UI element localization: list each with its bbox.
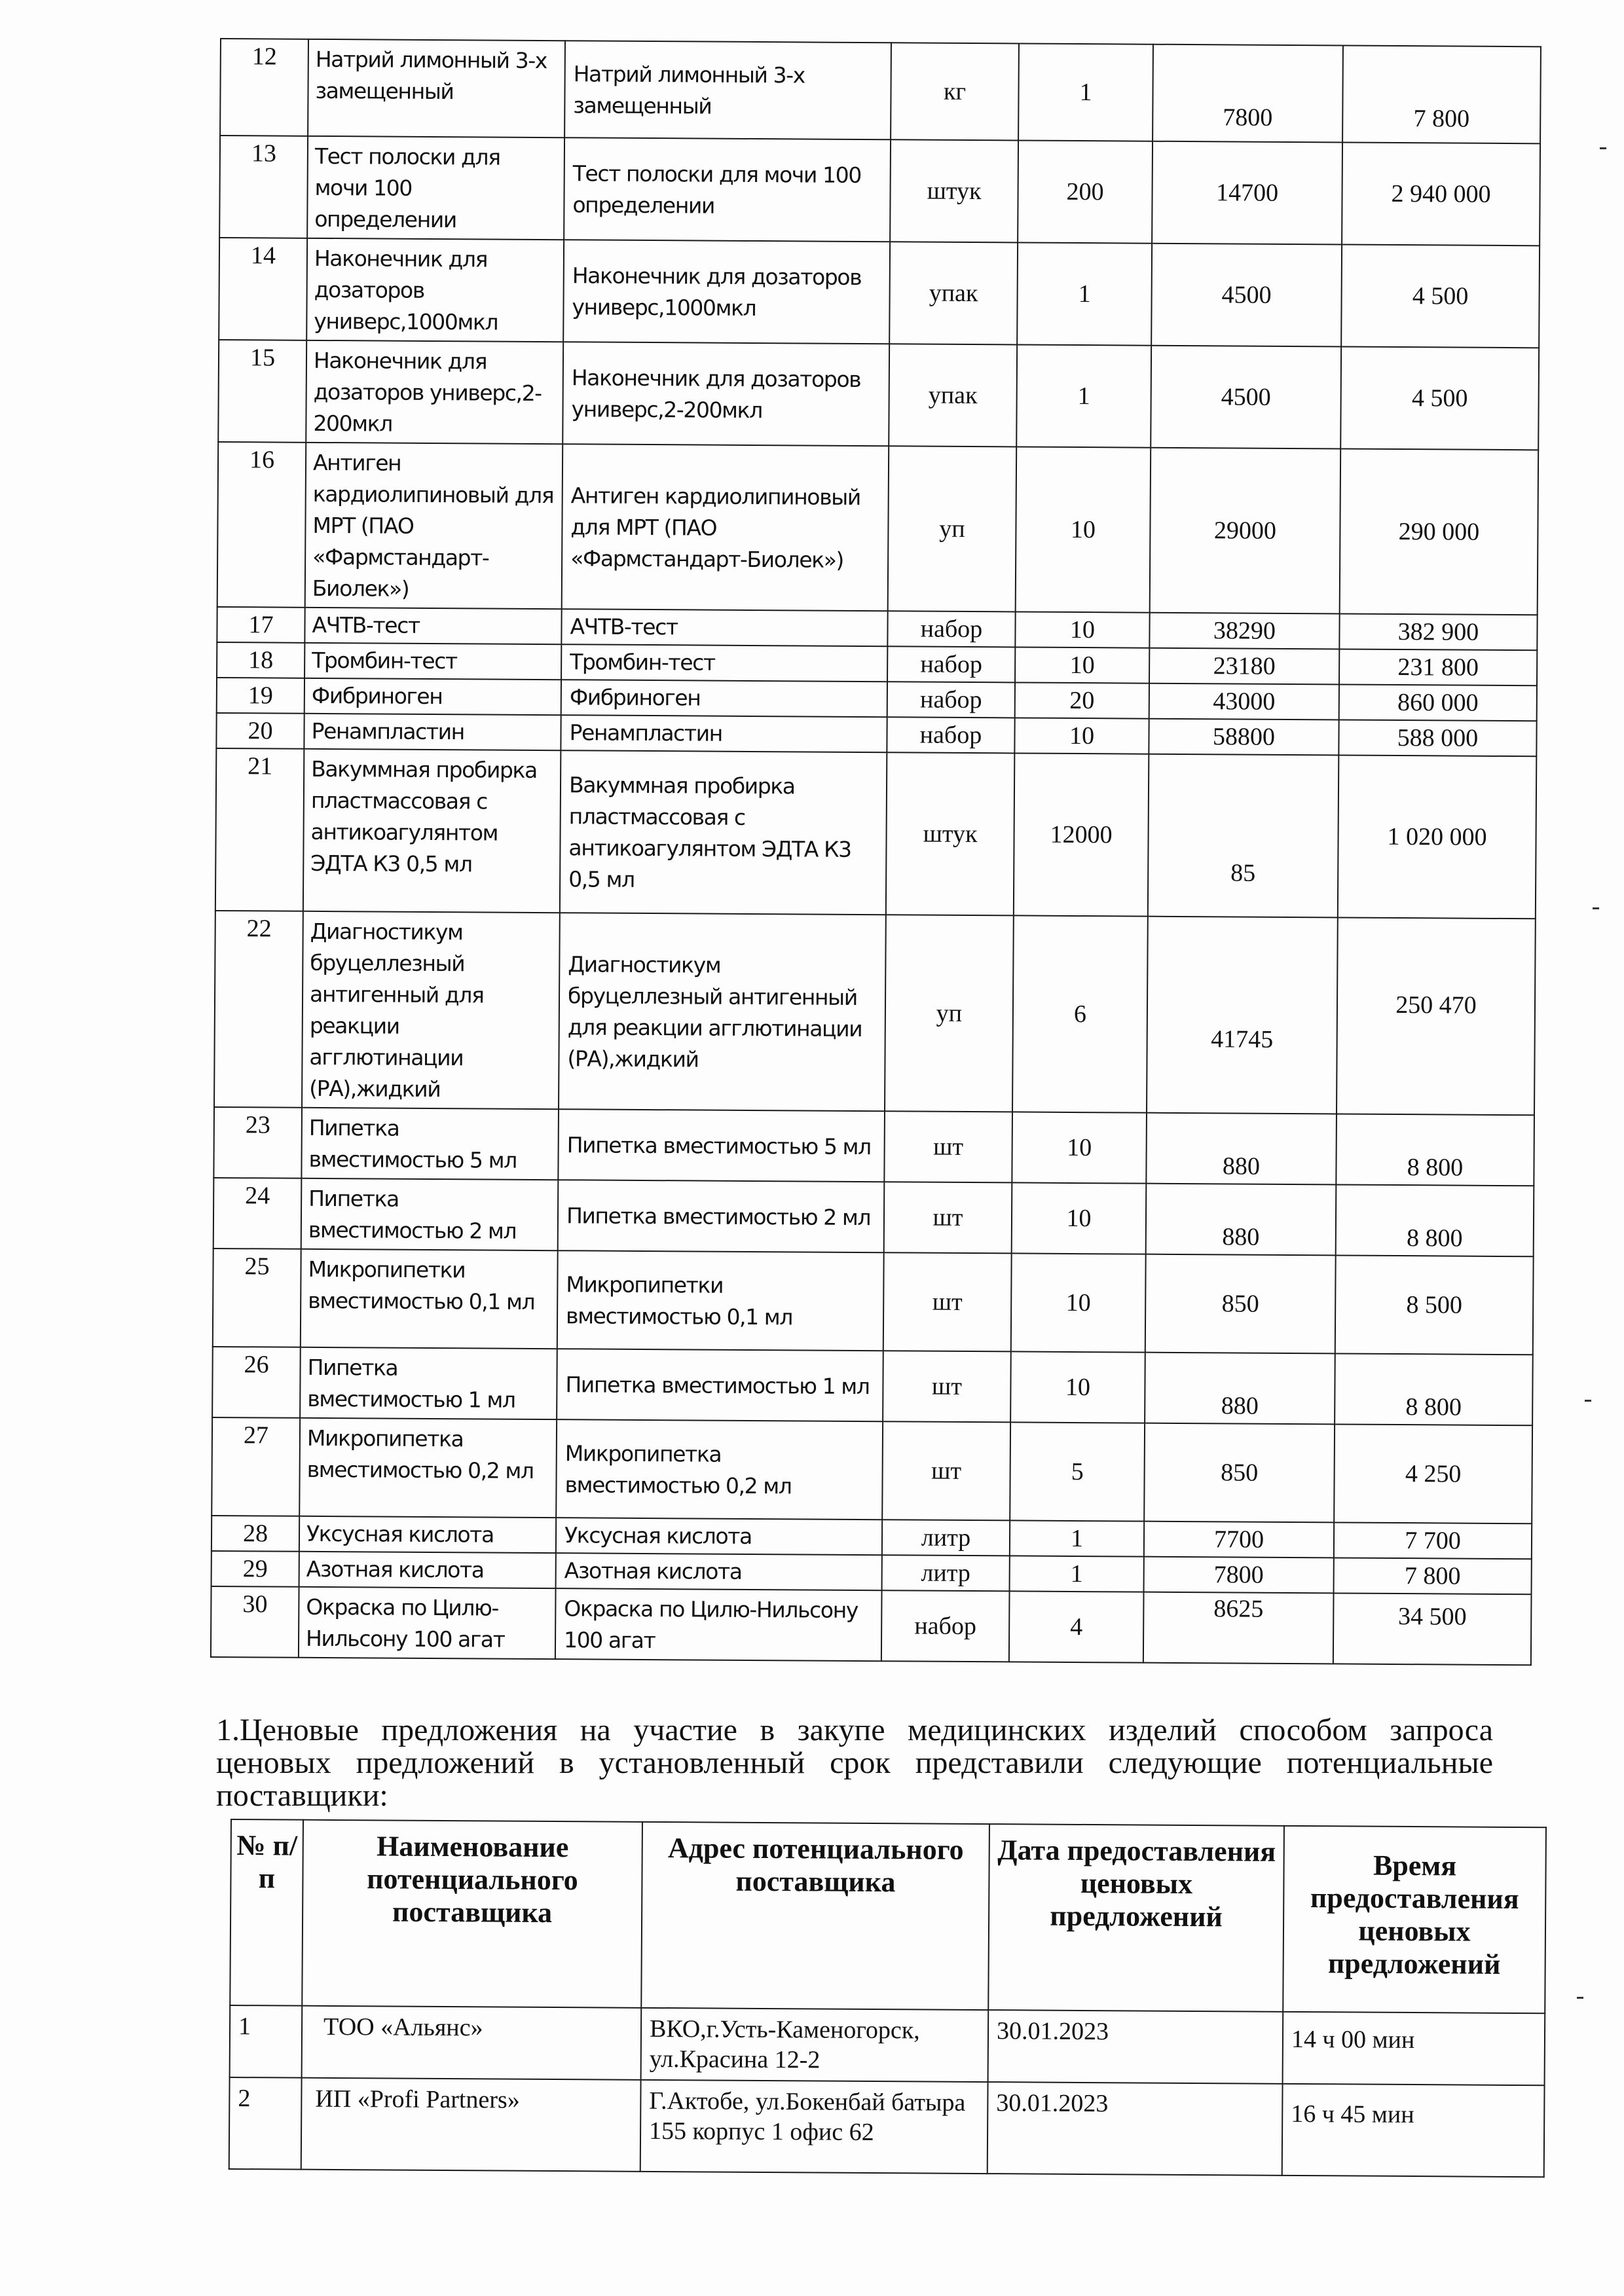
table-row <box>219 136 1540 246</box>
item-price: 850 <box>1145 1254 1336 1354</box>
item-name: АЧТВ-тест <box>304 608 561 644</box>
item-name: Тест полоски для мочи 100 определении <box>307 136 564 240</box>
supplier-number: 1 <box>230 2005 303 2078</box>
item-description: Микропипетка вместимостью 0,2 мл <box>556 1419 883 1520</box>
scan-margin-mark <box>1577 1997 1583 1999</box>
table-row <box>215 748 1536 919</box>
item-total: 2 940 000 <box>1342 142 1540 246</box>
header-supplier-address: Адрес потенциального поставщика <box>641 1822 989 2010</box>
item-name: Натрий лимонный 3-х замещенный <box>308 39 565 137</box>
item-total: 7 700 <box>1334 1522 1532 1559</box>
supplier-name: ТОО «Альянс» <box>302 2006 642 2080</box>
item-number: 21 <box>215 748 304 911</box>
item-description: Пипетка вместимостью 5 мл <box>558 1109 885 1182</box>
item-qty: 1 <box>1017 242 1152 345</box>
item-number: 29 <box>212 1551 299 1587</box>
item-total: 250 470 <box>1337 917 1536 1115</box>
item-unit: набор <box>887 611 1015 647</box>
offer-date: 30.01.2023 <box>987 2082 1283 2176</box>
item-price: 850 <box>1144 1423 1335 1523</box>
item-unit: шт <box>884 1182 1012 1253</box>
item-qty: 10 <box>1012 1112 1147 1183</box>
item-number: 25 <box>213 1248 301 1347</box>
item-total: 34 500 <box>1333 1593 1532 1665</box>
item-total: 8 800 <box>1336 1184 1534 1256</box>
item-number: 12 <box>220 39 308 136</box>
item-description: Пипетка вместимостью 2 мл <box>558 1180 885 1252</box>
header-number: № п/п <box>230 1819 303 2006</box>
item-unit: уп <box>888 446 1017 611</box>
item-number: 17 <box>217 607 304 643</box>
item-number: 24 <box>213 1178 302 1249</box>
item-unit: шт <box>882 1421 1010 1520</box>
header-offer-date: Дата предоставления ценовых предложений <box>988 1824 1284 2012</box>
item-description: Наконечник для дозаторов универс,1000мкл <box>563 240 890 344</box>
table-row <box>212 1417 1532 1523</box>
item-number: 18 <box>217 642 304 678</box>
item-qty: 6 <box>1012 915 1148 1112</box>
item-price: 14700 <box>1152 141 1342 245</box>
items-table <box>210 38 1541 1666</box>
item-unit: литр <box>882 1520 1010 1556</box>
item-number: 22 <box>214 911 303 1108</box>
item-number: 13 <box>219 136 308 238</box>
item-qty: 10 <box>1011 1253 1146 1352</box>
item-price: 880 <box>1146 1184 1337 1256</box>
item-description: Фибриноген <box>561 680 887 717</box>
item-total: 231 800 <box>1339 649 1537 685</box>
item-name: Наконечник для дозаторов универс,2-200мкл <box>306 340 563 444</box>
header-offer-time: Время предоставления ценовых предложений <box>1283 1826 1546 2013</box>
supplier-name: ИП «Profi Partners» <box>301 2078 641 2172</box>
item-number: 14 <box>219 238 307 340</box>
item-total: 382 900 <box>1339 613 1537 650</box>
item-description: Ренампластин <box>561 715 887 752</box>
item-description: Диагностикум бруцеллезный антигенный для реакции агглютинации (РА),жидкий <box>559 913 886 1111</box>
item-price: 38290 <box>1149 613 1339 649</box>
item-unit: штук <box>890 139 1018 242</box>
item-unit: литр <box>882 1555 1010 1591</box>
item-unit: кг <box>891 43 1019 140</box>
supplier-address: ВКО,г.Усть-Каменогорск, ул.Красина 12-2 <box>641 2008 989 2082</box>
item-name: Антиген кардиолипиновый для МРТ (ПАО «Фармстандарт-Биолек») <box>305 443 563 609</box>
item-qty: 1 <box>1010 1520 1144 1556</box>
item-total: 1 020 000 <box>1338 755 1537 919</box>
item-price: 880 <box>1146 1113 1337 1185</box>
item-price: 880 <box>1145 1353 1335 1425</box>
supplier-address: Г.Актобе, ул.Бокенбай батыра 155 корпус 1 офис 62 <box>640 2080 988 2174</box>
table-row <box>211 1586 1532 1665</box>
item-qty: 10 <box>1012 1182 1147 1254</box>
item-qty: 10 <box>1014 718 1149 754</box>
item-name: Вакуммная пробирка пластмассовая с антикоагулянтом ЭДТА К3 0,5 мл <box>303 749 561 913</box>
table-row <box>230 2005 1545 2085</box>
item-name: Уксусная кислота <box>299 1516 556 1553</box>
item-qty: 5 <box>1010 1422 1145 1521</box>
item-description: АЧТВ-тест <box>561 609 887 646</box>
item-name: Микропипетки вместимостью 0,1 мл <box>301 1249 558 1349</box>
item-qty: 20 <box>1015 682 1149 718</box>
item-qty: 10 <box>1015 611 1149 647</box>
supplier-number: 2 <box>229 2077 302 2170</box>
item-name: Окраска по Цилю-Нильсону 100 агат <box>299 1587 556 1659</box>
item-unit: упак <box>889 242 1018 344</box>
item-price: 7800 <box>1144 1557 1334 1594</box>
item-total: 8 500 <box>1335 1255 1534 1355</box>
item-description: Натрий лимонный 3-х замещенный <box>564 41 891 139</box>
table-row <box>214 911 1536 1115</box>
item-description: Микропипетки вместимостью 0,1 мл <box>557 1250 884 1351</box>
item-price: 58800 <box>1149 719 1338 756</box>
item-price: 29000 <box>1150 448 1341 614</box>
item-total: 4 500 <box>1340 346 1539 450</box>
item-description: Вакуммная пробирка пластмассовая с антикоагулянтом ЭДТА К3 0,5 мл <box>560 750 887 915</box>
item-total: 8 800 <box>1335 1353 1533 1425</box>
item-number: 30 <box>211 1586 299 1658</box>
table-row <box>219 238 1540 348</box>
table-row <box>213 1107 1534 1186</box>
item-qty: 1 <box>1018 43 1153 141</box>
item-unit: набор <box>887 646 1015 682</box>
offer-date: 30.01.2023 <box>988 2010 1283 2084</box>
header-supplier-name: Наименование потенциального поставщика <box>302 1820 642 2008</box>
item-total: 4 250 <box>1334 1424 1532 1523</box>
item-description: Антиген кардиолипиновый для МРТ (ПАО «Фармстандарт-Биолек») <box>562 444 889 611</box>
table-row <box>218 340 1539 450</box>
item-qty: 1 <box>1016 344 1151 447</box>
item-total: 7 800 <box>1342 45 1541 143</box>
item-description: Наконечник для дозаторов универс,2-200мкл <box>563 342 889 446</box>
item-unit: упак <box>889 344 1017 446</box>
item-name: Микропипетка вместимостью 0,2 мл <box>299 1418 557 1518</box>
item-name: Пипетка вместимостью 1 мл <box>300 1347 557 1419</box>
item-total: 4 500 <box>1341 244 1540 348</box>
item-name: Азотная кислота <box>299 1552 556 1588</box>
table-row <box>213 1178 1534 1256</box>
item-number: 15 <box>218 340 306 443</box>
item-description: Тест полоски для мочи 100 определении <box>564 137 891 242</box>
table-row <box>213 1248 1534 1355</box>
item-number: 28 <box>212 1516 299 1552</box>
table-row <box>229 2077 1545 2177</box>
scan-margin-mark <box>1600 147 1606 149</box>
item-description: Азотная кислота <box>556 1553 882 1590</box>
item-description: Уксусная кислота <box>556 1518 882 1555</box>
item-unit: набор <box>881 1590 1010 1662</box>
offer-time: 14 ч 00 мин <box>1283 2012 1545 2085</box>
table-row <box>220 39 1541 143</box>
item-name: Ренампластин <box>304 714 561 750</box>
item-total: 290 000 <box>1340 448 1539 615</box>
item-number: 20 <box>216 713 304 749</box>
item-description: Окраска по Цилю-Нильсону 100 агат <box>555 1588 882 1661</box>
table-row <box>212 1347 1533 1425</box>
item-name: Фибриноген <box>304 678 561 715</box>
item-price: 8625 <box>1143 1592 1334 1664</box>
item-price: 85 <box>1148 754 1339 918</box>
item-name: Пипетка вместимостью 5 мл <box>301 1108 559 1180</box>
item-qty: 12000 <box>1014 753 1149 916</box>
item-name: Тромбин-тест <box>304 643 561 680</box>
item-total: 588 000 <box>1338 720 1536 756</box>
item-qty: 1 <box>1010 1556 1144 1592</box>
item-price: 43000 <box>1149 683 1339 720</box>
offer-time: 16 ч 45 мин <box>1282 2084 1545 2177</box>
item-description: Тромбин-тест <box>561 644 887 682</box>
item-price: 4500 <box>1151 244 1342 347</box>
item-total: 860 000 <box>1339 684 1537 721</box>
item-unit: шт <box>884 1111 1012 1182</box>
item-unit: штук <box>886 752 1015 915</box>
intro-paragraph: 1.Ценовые предложения на участие в закупе медицинских изделий способом запроса ценовых предложений в установленный срок представили следующие потенциальные поставщики: <box>216 1713 1493 1813</box>
item-qty: 200 <box>1018 140 1153 243</box>
item-price: 41745 <box>1147 917 1338 1114</box>
item-qty: 4 <box>1009 1591 1144 1662</box>
scan-margin-mark <box>1585 1400 1591 1402</box>
item-number: 26 <box>212 1347 301 1418</box>
item-name: Диагностикум бруцеллезный антигенный для реакции агглютинации (РА),жидкий <box>302 911 560 1109</box>
item-name: Пипетка вместимостью 2 мл <box>301 1178 559 1250</box>
item-price: 23180 <box>1149 648 1339 685</box>
item-unit: набор <box>887 717 1014 753</box>
item-price: 4500 <box>1151 346 1341 449</box>
item-price: 7800 <box>1153 45 1343 143</box>
item-total: 7 800 <box>1334 1558 1532 1594</box>
item-number: 19 <box>217 678 304 714</box>
item-qty: 10 <box>1016 446 1151 612</box>
item-number: 27 <box>212 1417 300 1516</box>
suppliers-table <box>229 1819 1547 2178</box>
item-unit: уп <box>885 915 1014 1112</box>
item-qty: 10 <box>1010 1351 1145 1423</box>
item-name: Наконечник для дозаторов универс,1000мкл <box>306 238 564 342</box>
item-qty: 10 <box>1015 647 1149 683</box>
item-unit: шт <box>883 1351 1011 1422</box>
suppliers-header-row <box>230 1819 1546 2013</box>
item-total: 8 800 <box>1336 1114 1534 1186</box>
scan-margin-mark <box>1593 907 1599 909</box>
item-number: 16 <box>217 442 306 608</box>
item-price: 7700 <box>1144 1522 1334 1558</box>
item-description: Пипетка вместимостью 1 мл <box>557 1349 883 1421</box>
item-number: 23 <box>213 1107 302 1178</box>
item-unit: набор <box>887 682 1015 718</box>
table-row <box>217 442 1539 615</box>
item-unit: шт <box>883 1252 1012 1351</box>
